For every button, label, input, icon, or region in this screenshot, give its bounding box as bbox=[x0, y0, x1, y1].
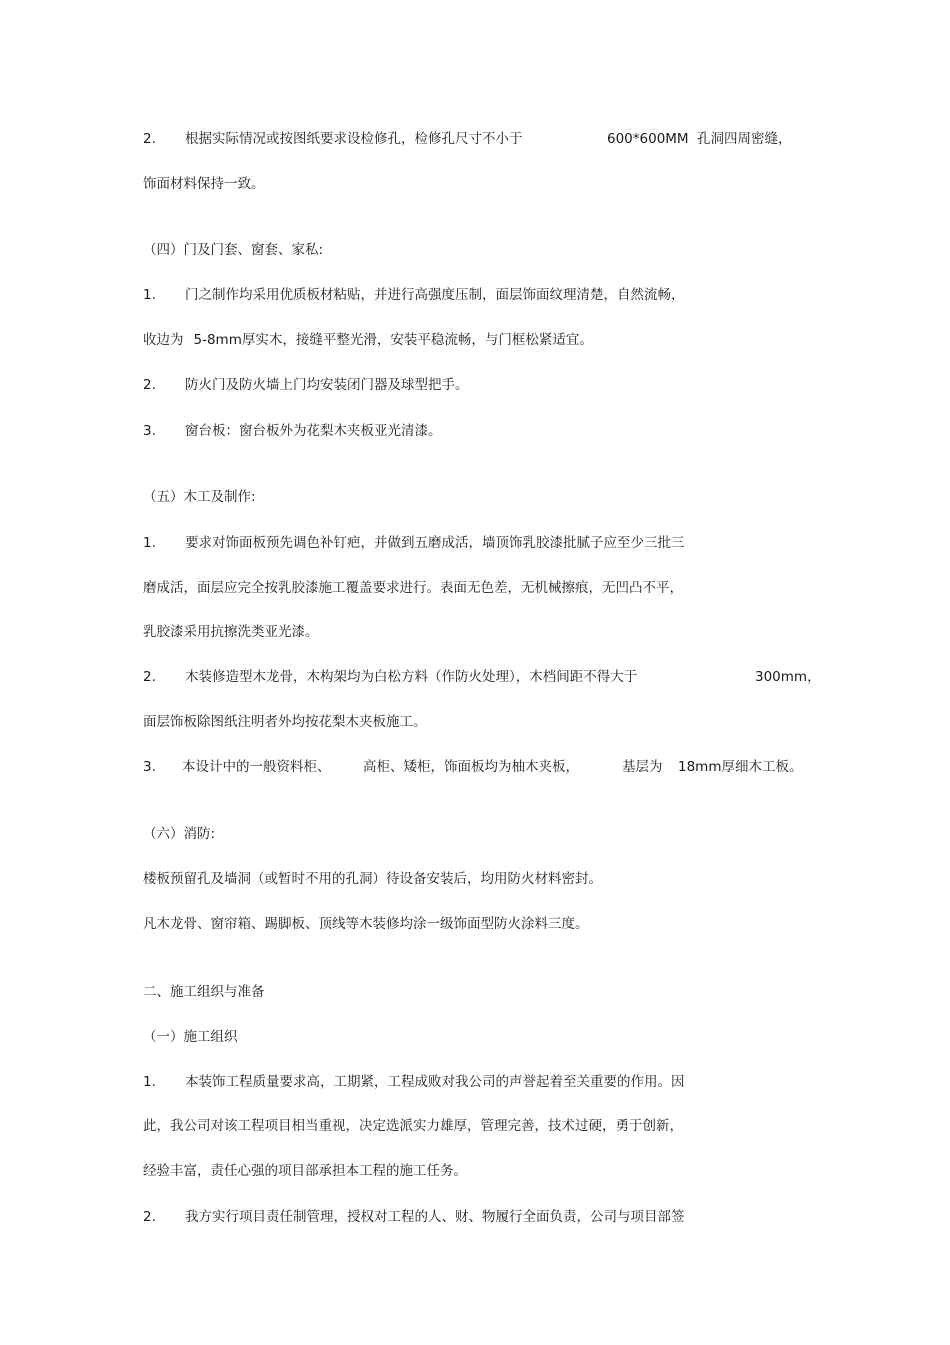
paragraph-text: 本设计中的一般资料柜、 bbox=[182, 759, 331, 775]
paragraph-text: 基层为 bbox=[622, 759, 663, 775]
paragraph-org-1 bbox=[143, 1072, 685, 1092]
section-heading-woodwork: （五）木工及制作: bbox=[143, 489, 256, 505]
list-number: 1. bbox=[143, 287, 156, 303]
paragraph-text: 孔洞四周密缝， bbox=[697, 131, 792, 147]
paragraph-doors-2 bbox=[143, 375, 469, 395]
list-number: 3. bbox=[143, 423, 156, 439]
list-number: 2. bbox=[143, 377, 156, 393]
section-heading-organization: （一）施工组织 bbox=[143, 1029, 238, 1045]
dimension-value: 300mm， bbox=[755, 669, 821, 685]
paragraph-wood-1 bbox=[143, 533, 685, 553]
paragraph-inspection-opening bbox=[143, 129, 523, 149]
paragraph-continuation: 面层饰板除图纸注明者外均按花梨木夹板施工。 bbox=[143, 714, 427, 730]
paragraph-text: 要求对饰面板预先调色补钉疤，并做到五磨成活，墙顶饰乳胶漆批腻子应至少三批三 bbox=[185, 535, 685, 551]
list-number: 2. bbox=[143, 669, 156, 685]
paragraph-text: 防火门及防火墙上门均安装闭门器及球型把手。 bbox=[185, 377, 469, 393]
paragraph-wood-3 bbox=[143, 757, 331, 777]
paragraph-text: 本装饰工程质量要求高，工期紧，工程成败对我公司的声誉起着至关重要的作用。因 bbox=[185, 1074, 685, 1090]
list-number: 3. bbox=[143, 759, 156, 775]
dimension-value: 600*600MM bbox=[607, 131, 689, 147]
paragraph-text: 5-8mm厚实木，接缝平整光滑，安装平稳流畅，与门框松紧适宜。 bbox=[193, 332, 593, 348]
paragraph-continuation: 磨成活，面层应完全按乳胶漆施工覆盖要求进行。表面无色差，无机械擦痕，无凹凸不平， bbox=[143, 580, 683, 596]
list-number: 2. bbox=[143, 131, 156, 147]
section-heading-doors: （四）门及门套、窗套、家私: bbox=[143, 242, 324, 258]
paragraph-continuation bbox=[143, 330, 593, 350]
paragraph-text: 我方实行项目责任制管理，授权对工程的人、财、物履行全面负责，公司与项目部签 bbox=[185, 1209, 685, 1225]
paragraph-fire-2: 凡木龙骨、窗帘箱、踢脚板、顶线等木装修均涂一级饰面型防火涂料三度。 bbox=[143, 916, 589, 932]
list-number: 1. bbox=[143, 1074, 156, 1090]
paragraph-wood-2 bbox=[143, 667, 637, 687]
paragraph-text: 门之制作均采用优质板材粘贴，并进行高强度压制，面层饰面纹理清楚，自然流畅， bbox=[185, 287, 685, 303]
paragraph-continuation: 此，我公司对该工程项目相当重视，决定选派实力雄厚，管理完善，技术过硬，勇于创新， bbox=[143, 1118, 683, 1134]
paragraph-continuation: 饰面材料保持一致。 bbox=[143, 176, 265, 192]
paragraph-text: 窗台板：窗台板外为花梨木夹板亚光清漆。 bbox=[185, 423, 442, 439]
paragraph-text: 高柜、矮柜，饰面板均为柚木夹板， bbox=[363, 759, 579, 775]
paragraph-continuation: 经验丰富，责任心强的项目部承担本工程的施工任务。 bbox=[143, 1163, 467, 1179]
paragraph-fire-1: 楼板预留孔及墙洞（或暂时不用的孔洞）待设备安装后，均用防火材料密封。 bbox=[143, 871, 602, 887]
list-number: 2. bbox=[143, 1209, 156, 1225]
paragraph-text: 木装修造型木龙骨，木构架均为白松方料（作防火处理），木档间距不得大于 bbox=[185, 669, 638, 685]
paragraph-org-2 bbox=[143, 1207, 685, 1227]
paragraph-doors-1 bbox=[143, 285, 685, 305]
paragraph-doors-3 bbox=[143, 421, 442, 441]
chapter-title: 二、施工组织与准备 bbox=[143, 984, 265, 1000]
paragraph-text: 收边为 bbox=[143, 332, 184, 348]
paragraph-text: 根据实际情况或按图纸要求设检修孔，检修孔尺寸不小于 bbox=[185, 131, 523, 147]
paragraph-continuation: 乳胶漆采用抗擦洗类亚光漆。 bbox=[143, 624, 319, 640]
list-number: 1. bbox=[143, 535, 156, 551]
dimension-value: 18mm厚细木工板。 bbox=[678, 759, 803, 775]
section-heading-fire: （六）消防: bbox=[143, 826, 216, 842]
